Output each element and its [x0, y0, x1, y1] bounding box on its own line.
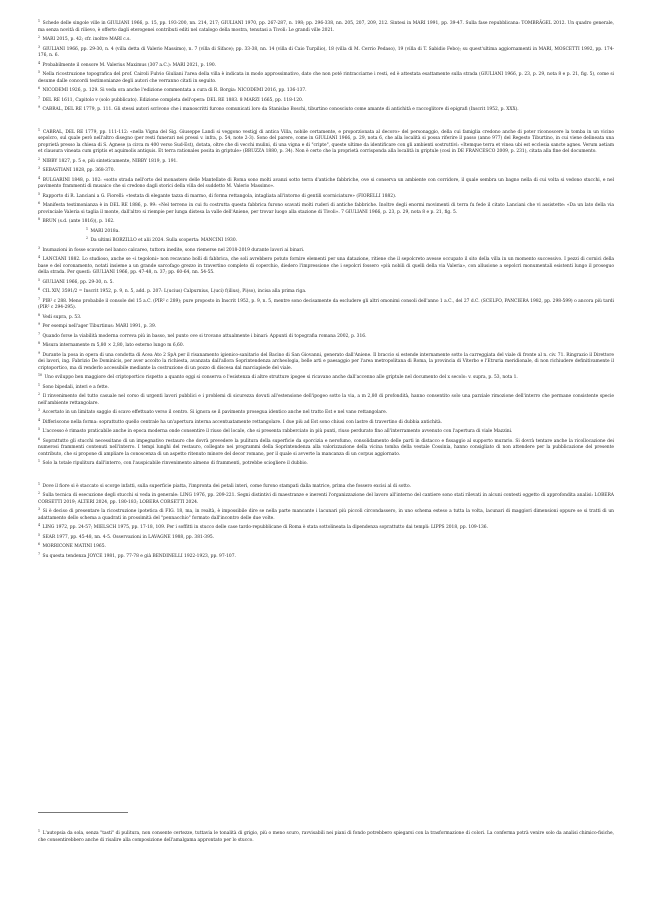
footnote: [38, 175, 614, 191]
footnote: [38, 490, 614, 506]
footnote-text: CABRAL, DEL RE 1779, pp. 111-112: «nella Vigna del Sig. Giuseppe Landi si veggono vestigj di antica Villa, nobile certamente, e proporzionata al decoro» del personaggio, della cui famiglia credono anche di poter riconoscere la tomba in un vicino sepolcro, sul quale però nell'altro disegno (per resti funerari nei pressi v. infra, p. 54, note 2-3). Sono del parere, come in GIULIANI 1966, p. 29, nota 6, che alla località si possa riferire il passo (anno 977) del Regesto Tiburtino, in cui viene delineata una proprietà presso la chiesa di S. Agnese (a circa m 400 verso Sud-Est), dotata, oltre che di vecchi mulini, di una vigna e di "cripte", queste ultime da identificare con gli ambienti sostruttivi: «Itemque terra et vinea ubi est ecclesia sancte agnes. Verum aetiam et clausura vineata cum griptis et aquimolis antiquis. Et terra rationales posita in griptule» (BRUZZA 1880, p. 34). Non è certo che la proprietà corrisponda alla località in griptule (così in DE FRANCESCO 2009, p. 231), citata alla fine del documento.: [38, 129, 614, 154]
footnote-number: 4: [38, 255, 41, 259]
footnote-text: Soprattutto gli stucchi necessitano di un impegnativo restauro che dovrà prevedere la pulitura della superficie da sporcizia e nerofumo, consolidamento delle parti in distacco e fissaggio al supporto murario. Si dovrà tentare anche la ricollocazione dei numerosi frammenti contenuti nell'interro. I tempi lunghi del restauro, collegato nei programmi della Soprintendenza alla valorizzazione della vicina tomba della vestale Cossinia, hanno consigliato di non attendere per la pubblicazione del presente contributo, che si propone di ampliare la conoscenza di un aspetto ritenuto minore del decor romano, per il quale si avverte la mancanza di un corpus aggiornato.: [38, 438, 614, 457]
footnote: [38, 417, 614, 427]
footnote-text: PIR² c 288. Meno probabile il console del 15 a.C. (PIR² c 289); pure proposto in Inscrit 1952, p. 9, n. 5, mentre sono decisamente da escludere gli altri omonimi consoli dell'anno 1 a.C., del 27 d.C. (SCELFO, PANCIERA 1982, pp. 298-599) o ancora più tardi (PIR² c 294-295).: [38, 298, 614, 310]
footnote-text: NICODEMI 1926, p. 129. Si veda ora anche l'edizione commentata a cura di R. Borgia: NICODEMI 2016, pp. 136-137.: [42, 88, 307, 93]
footnote-text: DEL RE 1611, Capitolo v (solo pubblicato). Edizione completa dell'opera: DEL RE 1883. 8 MARZI 1665, pp. 118-120.: [42, 97, 304, 103]
footnote-separator: [38, 812, 128, 813]
footnote-text: Quando forse la viabilità moderna correva più in basso, nel punto ove si trovano attualmente i binari: Appunti di topografia romana 2002, p. 316.: [42, 333, 367, 339]
footnote-text: LANCIANI 1882. Lo studioso, anche se «i tegoloni» non recavano bolli di fabbrica, che soli avrebbero potuto fornire elementi per una datazione, ritiene che il sepolcreto avesse occupato il sito della villa in un momento successivo. I pezzi di cornici della base e del coronamento, notati insieme a un grande sarcofago grezzo in travertino completo di coperchio, diedero l'impressione che i sepolcri fossero «più nobili di quelli della via Valeria», con allusione a sepolcri monumentali esistenti lungo il proseguo della strada. Per questi: GIULIANI 1966, pp. 47-48, n. 37; pp. 60-64, nn. 54-55.: [38, 257, 614, 275]
footnote-number: 7: [38, 296, 41, 301]
footnote: [38, 458, 614, 468]
footnote: [38, 34, 614, 44]
footnote-number: 7: [38, 331, 41, 336]
footnote-number: 8: [38, 341, 41, 345]
footnote-block: [38, 18, 614, 114]
footnote: [38, 226, 614, 236]
footnote-text: Nella ricostruzione topografica del prof. Cairoli Fulvio Giuliani l'area della villa è indicata in modo approssimativo, dato che non poté rintracciarne i resti, ed è attestata esattamente sulla strada (GIULIANI 1966, p. 23, p. 29, nota 8 e p. 21, fig. 5), come si desume dalle concordi testimonianze degli autori che verranno citati in seguito.: [38, 72, 614, 84]
footnote-text: Accertato in un limitato saggio di scavo effettuato verso il centro. Si ignora se il pavimento prosegua identico anche nel tratto Est e nel vano rettangolare.: [42, 410, 388, 415]
footnote-number: 8: [38, 217, 41, 221]
footnote-text: Rapporto di R. Lanciani a G. Fiorelli: «testata di elegante tazza di marmo, di forma rettangola, intagliata all'intorno di gentili scorniciature» (FIORELLI 1882).: [42, 193, 397, 199]
footnote: [38, 296, 614, 312]
footnote: [38, 391, 614, 407]
footnote: [38, 286, 614, 296]
footnote: [38, 372, 614, 382]
footnote-number: 4: [38, 60, 41, 65]
footnote-text: Sulla tecnica di esecuzione degli stucchi si veda in generale: LING 1976, pp. 209-221. Segni distintivi di maestranze e inerenti l'organizzazione del lavoro all'interno del cantiere sono stati rilevati in alcuni contesti oggetto di approfondita analisi: LOBERA CORSETTI 2019; ALTERI 2024, pp. 180-183; LOBERA CORSETTI 2024.: [38, 493, 614, 505]
footnote-text: Probabilmente il censore M. Valerius Maximus (307 a.C.): MARI 2021, p. 190.: [42, 62, 217, 68]
footnote-text: MORRICONE MATINI 1965.: [42, 544, 106, 549]
footnote: [38, 331, 614, 341]
footnote: [38, 235, 614, 245]
footnote-number: 8: [38, 312, 41, 317]
footnote-number: 3: [38, 44, 41, 49]
footnote: [38, 350, 614, 373]
footnote-number: 3: [38, 408, 41, 412]
footnote: [38, 522, 614, 532]
footnote-number: 2: [38, 35, 41, 39]
footnote: [38, 277, 614, 287]
footnote: [38, 532, 614, 542]
footnote: [38, 60, 614, 70]
footnote-number: 3: [38, 507, 41, 511]
footnote-number: 6: [38, 542, 41, 546]
footnote: [38, 200, 614, 216]
footnote-number: 1: [38, 829, 41, 833]
footnote-number: 5: [38, 191, 41, 196]
footnote-text: LING 1972, pp. 24-57; MIELSCH 1975, pp. 17-18, 109. Per i soffitti in stucco delle case tardo-repubblicane di Roma è stata sottolineata la dipendenza soprattutto dai templi: LIPPS 2018, pp. 109-136.: [42, 525, 488, 530]
footnote-text: Misura internamente m 5,80 × 2,80, lato esterno lungo m 6,60.: [42, 343, 185, 348]
footnote-number: 4: [38, 175, 41, 180]
footnote: [38, 828, 614, 844]
footnote-text: Solo la totale ripulitura dall'interro, con l'auspicabile rinvenimento almeno di frammenti, potrebbe sciogliere il dubbio.: [42, 461, 308, 466]
footnote-text: L'autopsia da sola, senza "tasti" di pulitura, non consente certezze, tuttavia le tonalità di grigio, più o meno scuro, ravvisabili nei piani di fondo potrebbero spiegarsi con la trasformazione di colori. La conferma potrà venire solo da analisi chimico-fisiche, che consentirebbero anche di risalire alla composizione dell'amalgama approntato per lo stucco.: [38, 831, 614, 843]
footnote-text: Vedi supra, p. 53.: [42, 314, 82, 320]
footnote-number: 1: [38, 127, 41, 132]
footnote-number: 1: [38, 19, 41, 23]
footnote-number: 1: [38, 382, 41, 387]
footnote-text: CIL XIV, 3591/2 = Inscrit 1952, p. 9, n. 5, add. p. 207: L(ucius) Calpurnius, L(uci) f(ilius), Pi(so), incisa alla prima riga.: [42, 289, 307, 294]
footnote-text: Uno sviluppo ben maggiore del criptoportico rispetto a quanto oggi si conserva o l'esistenza di altre strutture ipogee si ricavano anche dall'accenno alle griptule nel documento del x secolo: v. supra, p. 53, nota 1.: [44, 375, 518, 380]
footnote-text: L'accesso è rimasto praticabile anche in epoca moderna onde consentire il riuso del locale, che si presenta rabberciato in più punti, riuso perdurato fino all'interramento avvenuto con l'apertura di viale Mazzini.: [42, 429, 513, 434]
footnote: [38, 156, 614, 166]
footnote-text: NIBBY 1827, p. 5 e, più sinteticamente, NIBBY 1819, p. 191.: [42, 158, 178, 164]
footnote-number: 2: [38, 392, 41, 396]
footnote-number: 6: [38, 86, 41, 90]
footnote: [38, 407, 614, 417]
footnote-number: 5: [38, 277, 41, 282]
footnote-block: [38, 481, 614, 561]
footnote: [38, 44, 614, 60]
footnote: [38, 95, 614, 105]
footnote-text: Si è deciso di presentare la ricostruzione ipotetica di FIG. 18, ma, in realtà, è impossibile dire se nella parte mancante i lacunari più piccoli circondassero, in uno schema esteso a tutta la volta, lacunari di maggiori dimensioni oppure se si tratti di un adattamento dello schema a quadrati in prossimità del "pennacchio" formato dall'incontro delle due volte.: [38, 509, 614, 521]
footnote-number: 3: [38, 245, 41, 250]
footnote-text: Differiscono nella forma: soprattutto quello centrale ha un'apertura interna accentuatamente rettangolare. I due più ad Est sono chiusi con lastre di travertino di dubbia antichità.: [42, 419, 442, 425]
footnote-text: CABRAL, DEL RE 1779, p. 111. Gli stessi autori scrivono che i manoscritti furono comunicati loro da Stanislao Boschi, tiburtino conosciuto come amante di antichità e raccoglitore di epigrafi (Inscrit 1952, p. XXX).: [42, 107, 519, 112]
footnote-text: Durante la posa in opera di una condotta di Acea Ato 2 SpA per il risanamento igienico-sanitario del Bacino di San Giovanni, generato dall'Aniene. Il braccio si estende internamente sotto la carreggiata del viale di fronte al n. civ. 71. Ringrazio il Direttore dei lavori, ing. Fabrizio De Dominicis, per aver accolto la richiesta, avanzata dall'allora Soprintendenza archeologia, belle arti e paesaggio per l'area metropolitana di Roma, la provincia di Viterbo e l'Etruria meridionale, di non richiudere definitivamente il criptoportico, ma di renderlo accessibile mediante la costruzione di un pozzo di discesa dal marciapiede del viale.: [38, 352, 614, 371]
footnote-number: 5: [38, 427, 41, 431]
footnote: [38, 312, 614, 322]
footnote-number: 5: [38, 70, 41, 74]
footnote-text: Per esempi nell'ager Tiburtinus: MARI 1991, p. 39.: [42, 324, 157, 329]
footnote-number: 7: [38, 95, 41, 100]
footnote-number: 6: [38, 201, 41, 205]
footnote: [38, 104, 614, 114]
footnote-text: Schede delle singole ville in GIULIANI 1966, p. 15, pp. 193-200, nn. 214, 217; GIULIANI 1970, pp. 267-287, n. 198; pp. 296-338, nn. 205, 207, 209, 212. Sintesi in MARI 1991, pp. 39-47. Sulla fase repubblicana: TOMBRÄGEL 2012. Un quadro generale, ma senza novità di rilievo, è offerto dagli eterogenei contributi editi nel catalogo della mostra, tenutasi a Tivoli: Le grandi ville 2021.: [38, 21, 614, 33]
footnote-number: 6: [38, 287, 41, 291]
footnote-number: 9: [38, 105, 41, 109]
footnote: [38, 85, 614, 95]
footnote-text: Inumazioni in fosse scavate nel banco calcareo, tuttora inedite, sono riemerse nel 2018-2019 durante lavori ai binari.: [42, 247, 305, 253]
footnote: [38, 541, 614, 551]
footnote-block: [38, 127, 614, 468]
footnote: [38, 245, 614, 255]
footnote-number: 5: [38, 532, 41, 537]
footnote: [38, 165, 614, 175]
footnote-text: Su questa tendenza JOYCE 1981, pp. 77-78 e già BENDINELLI 1922-1923, pp. 97-107.: [42, 553, 236, 559]
footnote-text: GIULIANI 1966, pp. 29-30, n. 4 (villa detta di Valerio Massimo), n. 7 (villa di Siface); pp. 33-38, nn. 14 (villa di Caio Turpilio), 18 (villa di M. Cerrio Pedaso), 19 (villa di T. Sabidio Febo); su quest'ultima aggiornamenti in MARI, MOSCETTI 1992, pp. 174-176, n. 6.: [38, 46, 614, 58]
footnote-text: MARI 2015, p. 42; cfr. inoltre MARI c.s.: [42, 37, 131, 42]
footnote-text: Da ultimi BORZILLO et alii 2024. Sulla scoperta: MANCINI 1930.: [90, 238, 238, 243]
footnote-text: Il rinvenimento del tutto casuale nel corso di urgenti lavori pubblici e i problemi di sicurezza dovuti all'estensione dell'ipogeo sotto la via, a m 2,80 di profondità, hanno consentito solo una parziale rimozione dell'interro che permane consistente specie nell'ambiente rettangolare.: [38, 394, 614, 406]
footnote: [38, 426, 614, 436]
footnote-number: 9: [38, 350, 41, 355]
footnote-number: 4: [38, 417, 41, 422]
footnote-number: 4: [38, 523, 41, 527]
footnote: [38, 382, 614, 392]
footnote-text: BRUN (s.d. (ante 1816)), p. 162.: [42, 219, 115, 224]
footnote: [38, 436, 614, 459]
footnote-number: 2: [86, 236, 89, 240]
footnote-number: 3: [38, 166, 41, 170]
footnote-text: Sono bipedali, interi e a fette.: [42, 384, 109, 390]
footnotes-page: [38, 18, 614, 573]
footnote-blocks: [38, 18, 614, 560]
bottom-footnote-area: [38, 828, 614, 844]
footnote-number: 1: [38, 459, 41, 463]
footnote-number: 9: [38, 322, 41, 326]
footnote: [38, 481, 614, 491]
footnote-number: 2: [38, 156, 41, 161]
footnote-number: 1: [86, 226, 89, 231]
footnote: [38, 506, 614, 522]
footnote: [38, 18, 614, 34]
footnote: [38, 127, 614, 156]
footnote: [38, 216, 614, 226]
footnote-text: SEBASTIANI 1828, pp. 368-370.: [42, 168, 115, 173]
footnote-number: 1: [38, 481, 41, 486]
footnote-text: GIULIANI 1966, pp. 29-30, n. 5.: [42, 279, 114, 285]
footnote-number: 7: [38, 551, 41, 556]
footnote: [38, 254, 614, 277]
footnote-text: Manifesta testimonianza è in DEL RE 1886, p. 99: «Nel terreno in cui fu costrutta questa fabbrica furono scavati molti ruderi di antiche fabbriche. Inoltre degli enormi movimenti di terra fu fede il citato Lanciani che vi assistette: «Da un lato della via provinciale Valeria si taglia il monte, dall'altro si riempie per lunga distesa la valle dell'Aniene, per trovar luogo alla stazione di Tivoli». 7 GIULIANI 1966, p. 23, p. 29, nota 8 e p. 21, fig. 5.: [38, 203, 614, 215]
footnote-text: MARI 2018a.: [90, 228, 120, 234]
footnote-text: SEAR 1977, pp. 45-48, nn. 4-5. Osservazioni in LAVAGNE 1988, pp. 381-395.: [42, 534, 215, 540]
footnote-number: 6: [38, 436, 41, 441]
bottom-footnote-list: [38, 828, 614, 844]
footnote-text: Dove il fiore si è staccato si scorge infatti, sulla superficie piatta, l'impronta dei petali interi, come furono stampati dalla matrice, prima che fossero excisi al di sotto.: [42, 483, 411, 489]
footnote: [38, 340, 614, 350]
footnote: [38, 321, 614, 331]
footnote: [38, 551, 614, 561]
footnote-number: 2: [38, 491, 41, 495]
footnote: [38, 69, 614, 85]
footnote: [38, 191, 614, 201]
footnote-text: BULGARINI 1848, p. 102: «sotto strada nell'orto del monastero delle Mantellate di Roma sono molti avanzi sotto terra d'antiche fabbriche, ove si conserva un ambiente con corridore, il quale sembra un bagno nella di cui volta si vedono stucchi, e nel pavimento frammenti di musaico che si credono dagli storici della villa del suddetto M. Valerio Massimo».: [38, 177, 614, 189]
footnote-number: 10: [38, 373, 43, 377]
